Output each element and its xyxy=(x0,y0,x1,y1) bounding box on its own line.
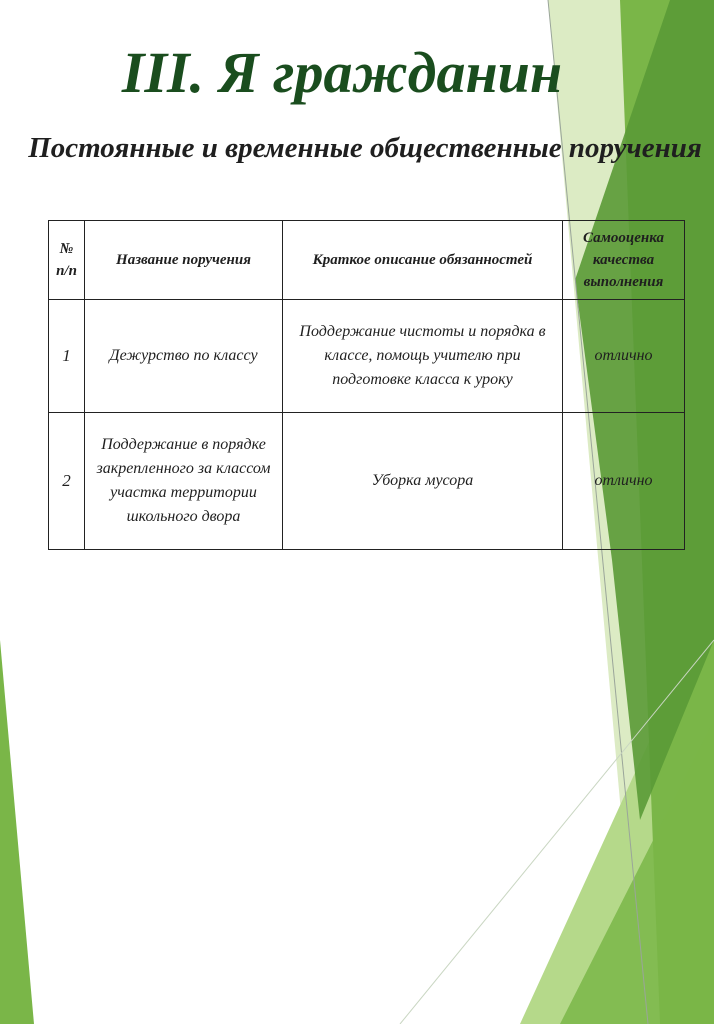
cell-num: 1 xyxy=(49,300,85,413)
table-row xyxy=(49,413,685,550)
duties-table xyxy=(48,220,685,550)
cell-assessment: отлично xyxy=(563,413,685,550)
header-description: Краткое описание обязанностей xyxy=(283,221,563,300)
cell-description: Уборка мусора xyxy=(283,413,563,550)
cell-num: 2 xyxy=(49,413,85,550)
header-num: № п/п xyxy=(49,221,85,300)
table-row xyxy=(49,300,685,413)
cell-assessment: отлично xyxy=(563,300,685,413)
cell-description: Поддержание чистоты и порядка в классе, помощь учителю при подготовке класса к уроку xyxy=(283,300,563,413)
table-header-row xyxy=(49,221,685,300)
decor-stripe-left xyxy=(0,640,34,1024)
header-assessment: Самооценка качества выполнения xyxy=(563,221,685,300)
cell-name: Поддержание в порядке закрепленного за классом участка территории школьного двора xyxy=(85,413,283,550)
cell-name: Дежурство по классу xyxy=(85,300,283,413)
page-title: III. Я гражданин xyxy=(121,40,563,105)
page-subtitle: Постоянные и временные общественные поручения xyxy=(28,132,702,164)
header-name: Название поручения xyxy=(85,221,283,300)
